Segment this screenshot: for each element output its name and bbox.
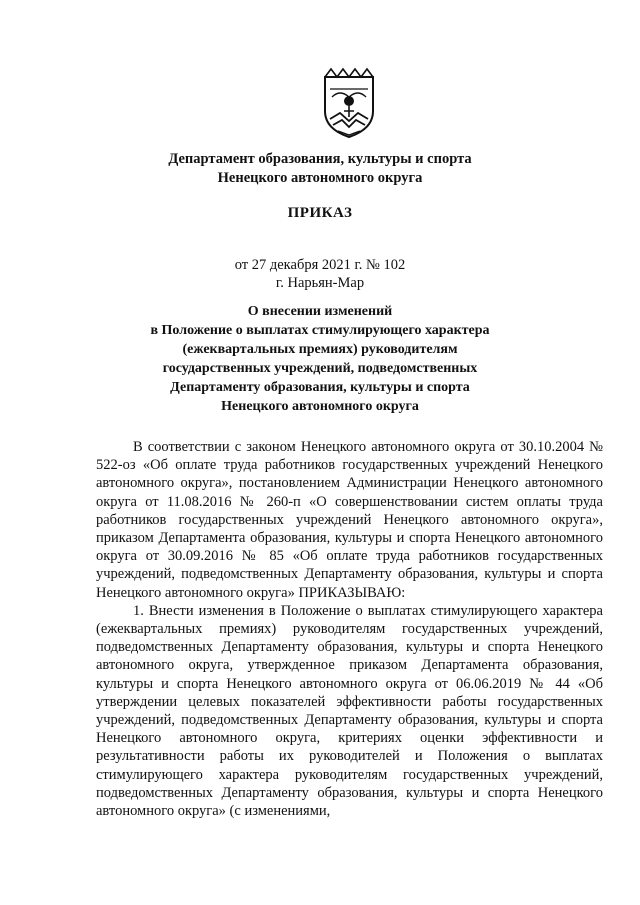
subject-line-6: Ненецкого автономного округа <box>221 399 419 414</box>
subject-line-5: Департаменту образования, культуры и спорта <box>170 380 470 395</box>
document-city: г. Нарьян-Мар <box>275 275 365 291</box>
department-line-2: Ненецкого автономного округа <box>217 170 423 186</box>
document-subject <box>0 302 640 416</box>
subject-line-4: государственных учреждений, подведомственных <box>162 361 478 376</box>
document-type: ПРИКАЗ <box>287 205 353 221</box>
document-date-block <box>0 256 640 292</box>
subject-line-3: (ежеквартальных премиях) руководителям <box>182 342 458 357</box>
document-body <box>96 438 603 820</box>
body-paragraph-2: 1. Внести изменения в Положение о выплатах стимулирующего характера (ежеквартальных премиях) руководителям государственных учреждений, подведомственных Департаменту образования, культуры и спорта Ненецкого автономного округа, утвержденное приказом Департамента образования, культуры и спорта Ненецкого автономного округа от 06.06.2019 № 44 «Об утверждении целевых показателей эффективности работы государственных учреждений, подведомственных Департаменту образования, культуры и спорта Ненецкого автономного округа, критериях оценки эффективности и результативности работы их руководителей и Положения о выплатах стимулирующего характера руководителям государственных учреждений, подведомственных Департаменту образования, культуры и спорта Ненецкого автономного округа» (с изменениями, <box>96 602 603 820</box>
subject-line-1: О внесении изменений <box>247 304 393 319</box>
department-line-1: Департамент образования, культуры и спорта <box>168 151 472 167</box>
coat-of-arms-emblem <box>322 67 376 139</box>
subject-line-2: в Положение о выплатах стимулирующего характера <box>150 323 490 338</box>
document-date-number: от 27 декабря 2021 г. № 102 <box>234 257 406 273</box>
department-header <box>0 150 640 188</box>
body-paragraph-1: В соответствии с законом Ненецкого автономного округа от 30.10.2004 № 522-оз «Об оплате труда работников государственных учреждений Ненецкого автономного округа», постановлением Администрации Ненецкого автономного округа от 11.08.2016 № 260-п «О совершенствовании систем оплаты труда работников государственных учреждений Ненецкого автономного округа», приказом Департамента образования, культуры и спорта Ненецкого автономного округа от 30.09.2016 № 85 «Об оплате труда работников государственных учреждений, подведомственных Департаменту образования, культуры и спорта Ненецкого автономного округа» ПРИКАЗЫВАЮ: <box>96 439 603 601</box>
